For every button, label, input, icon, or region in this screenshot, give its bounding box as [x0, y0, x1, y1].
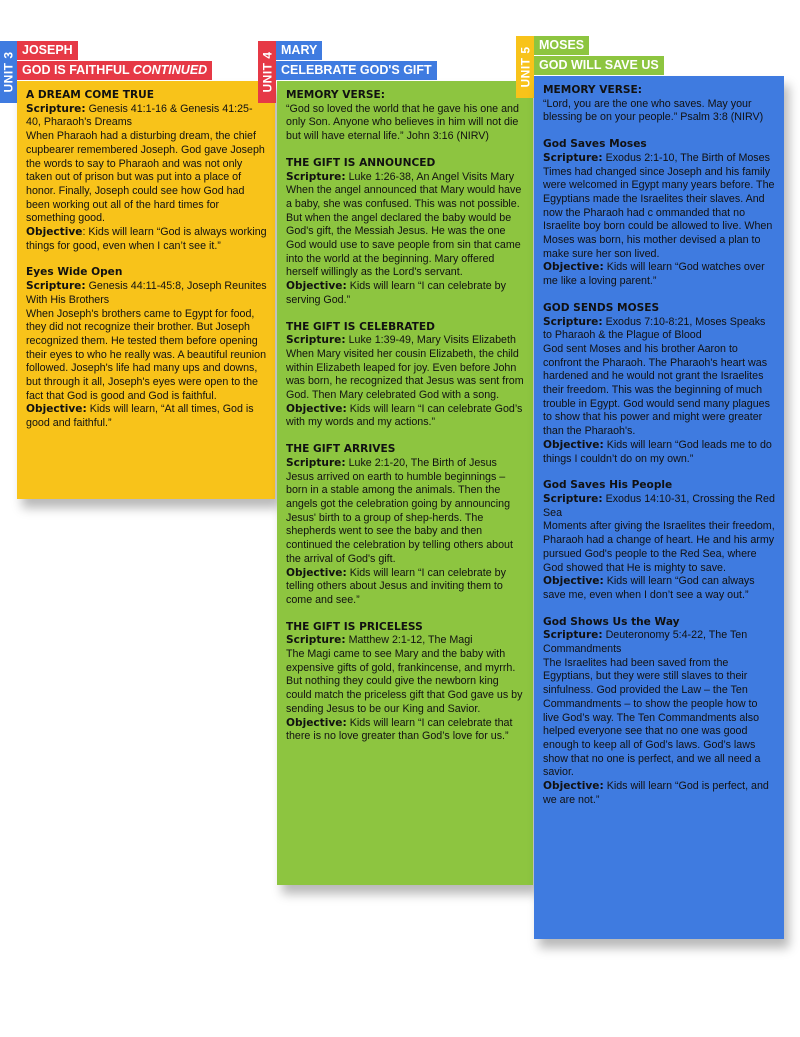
lesson-body: Moments after giving the Israelites their freedom, Pharaoh had a change of heart. He and his army pursued God's people to the Red Sea, where God showed that He is mighty to save. — [543, 520, 775, 574]
unit3-subtitle-continued: CONTINUED — [132, 63, 208, 77]
unit3-title-text: JOSEPH — [22, 43, 73, 57]
scripture-reference: Exodus 14:10-31, Crossing the Red Sea — [543, 492, 775, 519]
objective-label: Objective: — [286, 716, 347, 729]
objective-text: Kids will learn “God is perfect, and we are not.” — [543, 780, 769, 806]
lesson-objective — [26, 403, 267, 430]
scripture-label: Scripture: — [543, 629, 603, 642]
objective-text: Kids will learn “I can celebrate God’s with my words and my actions.” — [286, 402, 523, 429]
lesson-body: The Magi came to see Mary and the baby with expensive gifts of gold, frankincense, and myrrh. But nothing they could give the newborn king could match the priceless gift that God gave us by sending Jesus to be our King and Savior. — [286, 648, 523, 715]
lesson-objective — [286, 717, 525, 744]
unit3-subtitle-text: GOD IS FAITHFUL — [22, 63, 133, 77]
objective-text: Kids will learn “God can always save me, even when I don’t see a way out.” — [543, 575, 755, 601]
unit3-lessons — [26, 89, 267, 431]
lesson-scripture — [543, 629, 776, 656]
lesson-scripture — [286, 634, 525, 648]
lesson-scripture — [26, 103, 267, 130]
lesson-objective — [286, 567, 525, 608]
unit4-memory-title: MEMORY VERSE: — [286, 89, 385, 101]
lesson-title: THE GIFT IS ANNOUNCED — [286, 156, 436, 169]
lesson-section — [543, 479, 776, 602]
lesson-objective — [543, 575, 776, 602]
unit4-title-text: MARY — [281, 43, 318, 57]
lesson-title: Eyes Wide Open — [26, 266, 123, 279]
scripture-reference: Genesis 41:1-16 & Genesis 41:25-40, Pharaoh's Dreams — [26, 102, 253, 129]
scripture-reference: Genesis 44:11-45:8, Joseph Reunites With His Brothers — [26, 280, 267, 306]
lesson-objective — [543, 261, 776, 288]
lesson-scripture — [286, 457, 525, 471]
objective-label: Objective: — [543, 780, 604, 793]
lesson-scripture — [26, 280, 267, 307]
scripture-label: Scripture: — [26, 102, 86, 115]
lesson-title: God Shows Us the Way — [543, 615, 680, 628]
unit3-header-subtitle — [17, 61, 212, 80]
unit4-header-subtitle — [276, 61, 437, 80]
lesson-section — [543, 138, 776, 289]
lesson-title: THE GIFT IS CELEBRATED — [286, 320, 435, 333]
lesson-title: God Saves Moses — [543, 138, 647, 151]
unit3-tab-label: UNIT 3 — [1, 51, 16, 93]
unit5-tab-label: UNIT 5 — [518, 46, 533, 88]
objective-text: Kids will learn “I can celebrate by telling others about Jesus and inviting them to come and see.” — [286, 566, 506, 606]
scripture-label: Scripture: — [543, 151, 603, 164]
objective-label: Objective: — [286, 402, 347, 415]
lesson-section — [286, 321, 525, 431]
lesson-scripture — [543, 316, 776, 343]
lesson-section — [543, 302, 776, 466]
lesson-title: God Saves His People — [543, 479, 673, 492]
lesson-title: THE GIFT IS PRICELESS — [286, 620, 423, 633]
lesson-section — [543, 616, 776, 808]
lesson-section — [26, 266, 267, 430]
objective-label: Objective: — [543, 438, 604, 451]
scripture-label: Scripture: — [286, 634, 346, 647]
unit4-tab-label: UNIT 4 — [260, 51, 275, 93]
unit5-memory-text: “Lord, you are the one who saves. May your blessing be on your people.” Psalm 3:8 (NIRV) — [543, 97, 764, 124]
unit5-title-text: MOSES — [539, 38, 585, 52]
unit3-panel — [17, 81, 275, 499]
unit5-subtitle-text: GOD WILL SAVE US — [539, 58, 659, 72]
unit4-memory-text: “God so loved the world that he gave his one and only Son. Anyone who believes in him will not die but will have eternal life.” John 3:16 (NIRV) — [286, 102, 519, 143]
unit5-tab — [516, 36, 534, 98]
objective-label: Objective: — [26, 403, 87, 416]
objective-text: Kids will learn “God leads me to do things I couldn’t do on my own.” — [543, 438, 772, 465]
lesson-objective — [543, 439, 776, 466]
lesson-section — [286, 621, 525, 744]
scripture-reference: Deuteronomy 5:4-22, The Ten Commandments — [543, 629, 748, 656]
lesson-title: GOD SENDS MOSES — [543, 301, 660, 314]
objective-label: Objective: — [286, 280, 347, 293]
lesson-section — [26, 89, 267, 253]
unit4-subtitle-text: CELEBRATE GOD'S GIFT — [281, 63, 432, 77]
objective-label: Objective: — [286, 566, 347, 579]
objective-text: : Kids will learn “God is always working things for good, even when I can’t see it.” — [26, 226, 267, 252]
objective-text: Kids will learn “God watches over me like a loving parent.” — [543, 261, 765, 288]
lesson-body: God sent Moses and his brother Aaron to confront the Pharaoh. The Pharaoh's heart was hardened and he would not grant the Israelites their freedom. This was the beginning of much trouble in Egypt. God would send many plagues to show that his power and might were greater than the Pharaoh's. — [543, 342, 770, 438]
unit5-memory-verse — [543, 84, 776, 125]
scripture-reference: Luke 1:39-49, Mary Visits Elizabeth — [345, 334, 516, 347]
unit3-header-title — [17, 41, 78, 60]
scripture-reference: Luke 1:26-38, An Angel Visits Mary — [345, 170, 515, 183]
lesson-section — [286, 443, 525, 607]
scripture-label: Scripture: — [286, 456, 346, 469]
unit5-header-title — [534, 36, 589, 55]
scripture-reference: Exodus 2:1-10, The Birth of Moses — [602, 151, 770, 164]
unit4-tab — [258, 41, 276, 103]
unit4-lessons — [286, 157, 525, 744]
lesson-scripture — [543, 493, 776, 520]
lesson-section — [286, 157, 525, 308]
unit5-lessons — [543, 138, 776, 807]
unit4-memory-verse — [286, 89, 525, 144]
scripture-label: Scripture: — [286, 170, 346, 183]
lesson-body: When the angel announced that Mary would have a baby, she was confused. This was not possible. But when the angel declared the baby would be God's gift, the Messiah Jesus. He was the one God would use to save people from sin that came into the world at the beginning. Mary offered herself willingly as the Lord's servant. — [286, 184, 522, 279]
unit4-header-title — [276, 41, 322, 60]
lesson-objective — [286, 280, 525, 307]
scripture-reference: Exodus 7:10-8:21, Moses Speaks to Pharaoh & the Plague of Blood — [543, 315, 766, 342]
objective-label: Objective: — [543, 575, 604, 588]
unit5-panel — [534, 76, 784, 939]
lesson-body: When Joseph's brothers came to Egypt for food, they did not recognize their brother. But Joseph recognized them. He tested them before opening their eyes to who he really was. A beautiful reunion followed. Joseph's life had many ups and downs, but through it all, Joseph's eyes were open to the fact that God is good and God is faithful. — [26, 307, 267, 402]
objective-label: Objective — [26, 226, 83, 239]
scripture-label: Scripture: — [26, 280, 86, 293]
lesson-body: The Israelites had been saved from the Egyptians, but they were still slaves to their sinfulness. God provided the Law – the Ten Commandments – to show the people how to live God’s way. The Ten Commandments also helped everyone see that no one was good enough to keep all of God’s laws. God’s laws show that no one is perfect, and we all need a savior. — [543, 656, 761, 779]
objective-text: Kids will learn “I can celebrate that there is no love greater than God’s love for us.” — [286, 716, 513, 743]
scripture-reference: Matthew 2:1-12, The Magi — [345, 634, 473, 647]
lesson-title: A DREAM COME TRUE — [26, 89, 154, 101]
lesson-title: THE GIFT ARRIVES — [286, 443, 396, 456]
unit5-header-subtitle — [534, 56, 664, 75]
unit3-tab — [0, 41, 17, 103]
lesson-scripture — [286, 171, 525, 185]
lesson-scripture — [543, 152, 776, 166]
unit4-panel — [277, 81, 533, 885]
lesson-scripture — [286, 334, 525, 348]
objective-text: Kids will learn, “At all times, God is good and faithful.” — [26, 403, 254, 430]
lesson-body: Times had changed since Joseph and his family were welcomed in Egypt many years before. The Egyptians made the Israelites their slaves. And now the Pharaoh had c ommanded that no Israelite boy born could be allowed to live. When Moses was born, his mother devised a plan to make sure her son lived. — [543, 165, 775, 260]
scripture-label: Scripture: — [543, 315, 603, 328]
scripture-label: Scripture: — [286, 334, 346, 347]
scripture-reference: Luke 2:1-20, The Birth of Jesus — [345, 456, 497, 469]
lesson-body: When Mary visited her cousin Elizabeth, the child within Elizabeth leaped for joy. Even before John was born, he recognized that Jesus was sent from God. Then Mary celebrated God with a song. — [286, 347, 524, 402]
lesson-body: Jesus arrived on earth to humble beginnings – born in a stable among the animals. Then the angels got the celebration going by announcing Jesus' birth to a group of shep-herds. The shepherds went to see the baby and then continued the celebration by telling others about the arrival of God's gift. — [286, 470, 513, 565]
lesson-body: When Pharaoh had a disturbing dream, the chief cupbearer remembered Joseph. God gave Joseph the words to say to Pharaoh and was not only taken out of prison but was put into a place of honor. Finally, Joseph could see how God had been working out all of the hard times for something good. — [26, 130, 265, 225]
objective-label: Objective: — [543, 261, 604, 274]
scripture-label: Scripture: — [543, 492, 603, 505]
lesson-objective — [286, 403, 525, 430]
lesson-objective — [543, 780, 776, 807]
objective-text: Kids will learn “I can celebrate by serving God.” — [286, 280, 506, 306]
lesson-objective — [26, 226, 267, 253]
unit5-memory-title: MEMORY VERSE: — [543, 84, 642, 96]
